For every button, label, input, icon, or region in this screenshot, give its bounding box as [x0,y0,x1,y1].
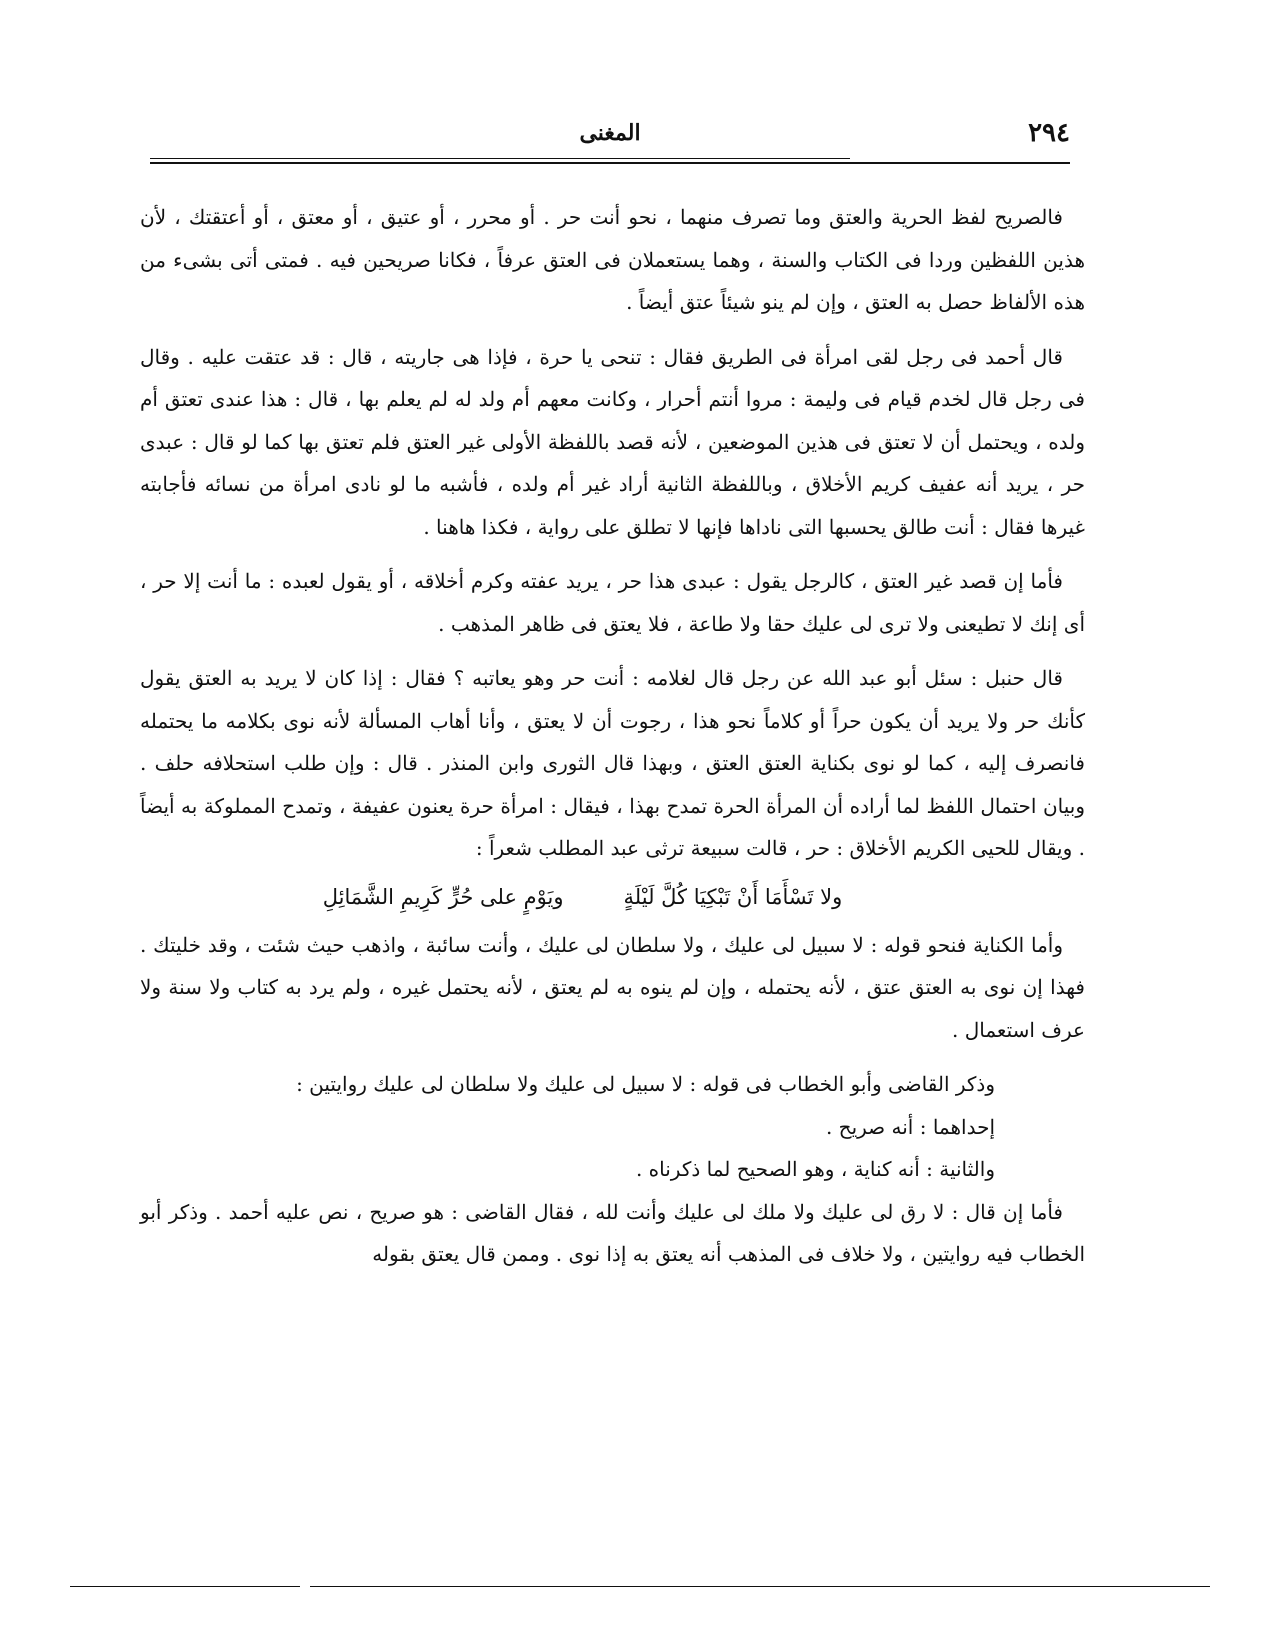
running-title: المغنى [579,120,641,146]
paragraph-last: فأما إن قال : لا رق لى عليك ولا ملك لى عليك وأنت لله ، فقال القاضى : هو صريح ، نص عليه أحمد . وذكر أبو الخطاب فيه روايتين ، ولا خلاف فى المذهب أنه يعتق به إذا نوى . وممن قال يعتق بقوله [140,1199,1085,1266]
indented-line-2: إحداهما : أنه صريح . [825,1114,995,1139]
verse-hemistich-1: ولا تَسْأَمَا أَنْ تَبْكِيَا كُلَّ لَيْلَةٍ [623,884,843,909]
indented-block [140,1063,1085,1191]
paragraph-sarih: فالصريح لفظ الحرية والعتق وما تصرف منهما ، نحو أنت حر . أو محرر ، أو عتيق ، أو معتق ، أو أعتقتك ، لأن هذين اللفظين وردا فى الكتاب والسنة ، وهما يستعملان فى العتق عرفاً ، فكانا صريحين فيه . فمتى أتى بشىء من هذه الألفاظ حصل به العتق ، وإن لم ينو شيئاً عتق أيضاً . [140,205,1085,314]
running-head [150,118,1070,158]
paragraph-kinaya: وأما الكناية فنحو قوله : لا سبيل لى عليك ، ولا سلطان لى عليك ، وأنت سائبة ، واذهب حيث شئت ، وقد خليتك . فهذا إن نوى به العتق عتق ، لأنه يحتمله ، وإن لم ينوه به لم يعتق ، لأنه يحتمل غيره ، ولم يرد به كتاب ولا سنة ولا عرف استعمال . [140,932,1085,1042]
paragraph-hanbal: قال حنبل : سئل أبو عبد الله عن رجل قال لغلامه : أنت حر وهو يعاتبه ؟ فقال : إذا كان لا يريد به العتق يقول كأنك حر ولا يريد أن يكون حراً أو كلاماً نحو هذا ، رجوت أن لا يعتق ، وأنا أهاب المسألة لأنه نوى بكلامه ما يحتمله فانصرف إليه ، كما لو نوى بكناية العتق العتق ، وبهذا قال الثورى وابن المنذر . قال : وإن طلب استحلافه حلف . وبيان احتمال اللفظ لما أراده أن المرأة الحرة تمدح بهذا ، فيقال : امرأة حرة يعنون عفيفة ، وتمدح المملوكة به أيضاً . ويقال للحيى الكريم الأخلاق : حر ، قالت سبيعة ترثى عبد المطلب شعراً : [140,666,1085,860]
paragraph-intent: فأما إن قصد غير العتق ، كالرجل يقول : عبدى هذا حر ، يريد عفته وكرم أخلاقه ، أو يقول لعبده : ما أنت إلا حر ، أى إنك لا تطيعنى ولا ترى لى عليك حقا ولا طاعة ، فلا يعتق فى ظاهر المذهب . [140,569,1085,636]
page-number: ٢٩٤ [1028,118,1070,148]
header-rule-thin [150,158,850,159]
poetry-verse [140,874,1085,920]
footer-rule-right [310,1586,1210,1587]
header-rule [150,162,1070,164]
body-text [140,196,1085,1288]
paragraph-ahmad-ruling: قال أحمد فى رجل لقى امرأة فى الطريق فقال : تنحى يا حرة ، فإذا هى جاريته ، قال : قد عتقت عليه . وقال فى رجل قال لخدم قيام فى وليمة : مروا أنتم أحرار ، وكانت معهم أم ولد له لم يعلم بها ، قال : هذا عندى تعتق أم ولده ، ويحتمل أن لا تعتق فى هذين الموضعين ، لأنه قصد باللفظة الأولى غير العتق فلم تعتق بها كما لو قال : عبدى حر ، يريد أنه عفيف كريم الأخلاق ، وباللفظة الثانية أراد غير أم ولده ، فأشبه ما لو نادى امرأة من نسائه فأجابته غيرها فقال : أنت طالق يحسبها التى ناداها فإنها لا تطلق على رواية ، فكذا هاهنا . [140,344,1085,539]
indented-line-3: والثانية : أنه كناية ، وهو الصحيح لما ذكرناه . [635,1157,995,1181]
verse-hemistich-2: ويَوْمٍ على حُرٍّ كَرِيمِ الشَّمَائِلِ [322,884,564,909]
indented-line-1: وذكر القاضى وأبو الخطاب فى قوله : لا سبيل لى عليك ولا سلطان لى عليك روايتين : [296,1072,995,1096]
footer-rule-left [70,1586,300,1587]
